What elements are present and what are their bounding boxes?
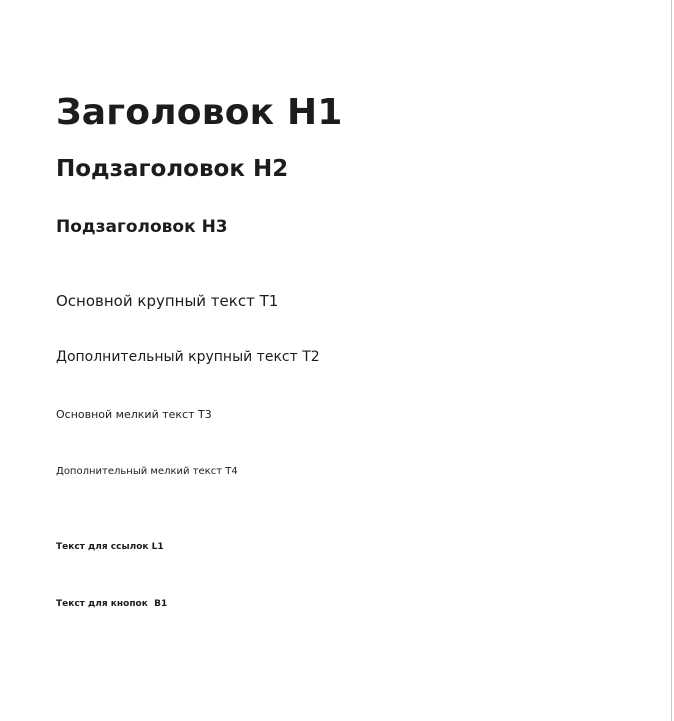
heading-h1: Заголовок H1 <box>56 92 343 133</box>
button-text-b1: Текст для кнопок B1 <box>56 599 168 609</box>
small-text-t3: Основной мелкий текст T3 <box>56 408 212 421</box>
right-border-divider <box>671 0 672 721</box>
link-text-l1: Текст для ссылок L1 <box>56 542 164 552</box>
subheading-h3: Подзаголовок H3 <box>56 217 228 237</box>
subheading-h2: Подзаголовок H2 <box>56 156 289 182</box>
body-text-t1: Основной крупный текст T1 <box>56 292 279 310</box>
secondary-text-t2: Дополнительный крупный текст T2 <box>56 349 320 365</box>
secondary-small-text-t4: Дополнительный мелкий текст T4 <box>56 466 238 477</box>
